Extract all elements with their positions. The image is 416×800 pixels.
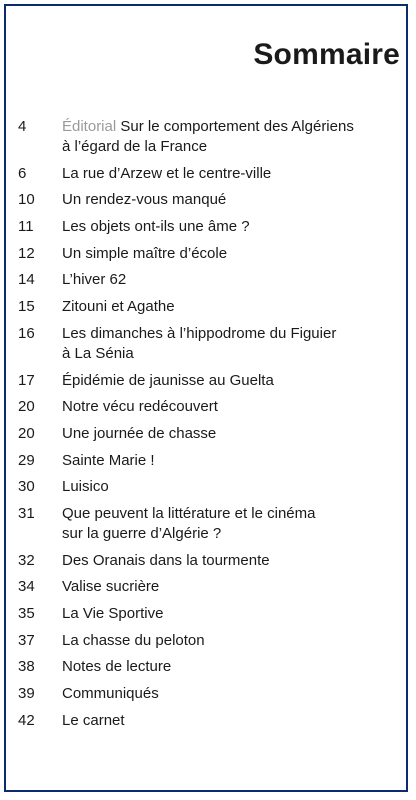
toc-entry-line: Sainte Marie ! — [62, 451, 155, 469]
toc-page-number: 29 — [18, 451, 35, 469]
toc-entry — [18, 117, 398, 157]
toc-entry-line: sur la guerre d’Algérie ? — [62, 524, 222, 542]
toc-page-number: 10 — [18, 191, 35, 209]
toc-entry — [18, 324, 398, 364]
toc-entry — [18, 451, 398, 471]
toc-entry-line: Notre vécu redécouvert — [62, 398, 218, 416]
toc-entry-title — [62, 217, 398, 237]
toc-entry-line: Le carnet — [62, 711, 125, 729]
toc-entry-title — [62, 297, 398, 317]
toc-entry-line: Épidémie de jaunisse au Guelta — [62, 371, 274, 389]
toc-entry — [18, 577, 398, 597]
toc-entry-title — [62, 631, 398, 651]
toc-entry — [18, 604, 398, 624]
toc-page-number: 11 — [18, 218, 34, 236]
toc-entry — [18, 504, 398, 544]
toc-entry — [18, 684, 398, 704]
toc-entry — [18, 657, 398, 677]
toc-entry-title — [62, 577, 398, 597]
toc-entry-title — [62, 244, 398, 264]
toc-entry-line: Une journée de chasse — [62, 424, 217, 442]
toc-entry-title — [62, 424, 398, 444]
toc-entry-title — [62, 711, 398, 731]
page-title: Sommaire — [253, 38, 400, 71]
toc-entry-title — [62, 604, 398, 624]
toc-entry-title — [62, 371, 398, 391]
toc-entry-line: Un rendez-vous manqué — [62, 191, 227, 209]
toc-page-number: 6 — [18, 164, 27, 182]
toc-entry-line: Communiqués — [62, 685, 159, 703]
toc-entry — [18, 551, 398, 571]
toc-entry-line: La rue d’Arzew et le centre-ville — [62, 164, 272, 182]
toc-page-number: 30 — [18, 478, 35, 496]
toc-entry-title — [62, 451, 398, 471]
toc-entry-line: L’hiver 62 — [62, 271, 127, 289]
toc-entry-line: Notes de lecture — [62, 658, 172, 676]
toc-page-number: 37 — [18, 631, 35, 649]
toc-entry-line: Que peuvent la littérature et le cinéma — [62, 504, 316, 522]
toc-entry — [18, 424, 398, 444]
toc-entry — [18, 164, 398, 184]
toc-entry — [18, 297, 398, 317]
toc-page-number: 17 — [18, 371, 35, 389]
toc-page-number: 20 — [18, 398, 35, 416]
toc-entry-line: Zitouni et Agathe — [62, 298, 175, 316]
toc-entry-line: Des Oranais dans la tourmente — [62, 551, 270, 569]
toc-entry-title — [62, 551, 398, 571]
toc-page-number: 20 — [18, 424, 35, 442]
toc-entry-title — [62, 164, 398, 184]
toc-entry-title — [62, 324, 398, 364]
toc-page-number: 16 — [18, 324, 35, 342]
toc-entry-line: Un simple maître d’école — [62, 244, 228, 262]
toc-entry — [18, 631, 398, 651]
table-of-contents — [18, 117, 398, 737]
toc-entry — [18, 711, 398, 731]
toc-page-number: 35 — [18, 605, 35, 622]
toc-entry-title — [62, 270, 398, 290]
toc-entry — [18, 397, 398, 417]
toc-entry — [18, 190, 398, 210]
toc-entry-line: Valise sucrière — [62, 578, 160, 596]
toc-entry — [18, 477, 398, 497]
toc-entry-prefix: Éditorial — [62, 118, 117, 135]
toc-entry-line: Les objets ont-ils une âme ? — [62, 218, 250, 236]
toc-page-number: 39 — [18, 685, 35, 703]
toc-entry-title — [62, 477, 398, 497]
toc-page-number: 31 — [18, 504, 35, 522]
toc-entry-title — [62, 657, 398, 677]
toc-page-number: 38 — [18, 658, 35, 676]
toc-page-number: 42 — [18, 711, 35, 729]
toc-entry-title — [62, 504, 398, 544]
toc-page-number: 12 — [18, 244, 35, 262]
toc-entry-line: Luisico — [62, 478, 109, 496]
toc-entry-line: Les dimanches à l’hippodrome du Figuier — [62, 324, 337, 342]
toc-entry — [18, 371, 398, 391]
toc-entry-title — [62, 684, 398, 704]
toc-entry-title — [62, 190, 398, 210]
toc-page-number: 4 — [18, 118, 27, 135]
toc-entry-title — [62, 397, 398, 417]
toc-entry — [18, 217, 398, 237]
toc-page-number: 32 — [18, 551, 35, 569]
toc-entry-line: La Vie Sportive — [62, 605, 164, 622]
toc-page-number: 34 — [18, 578, 35, 596]
toc-page-number: 15 — [18, 298, 35, 316]
toc-entry-line: à l’égard de la France — [62, 138, 208, 155]
toc-page-number: 14 — [18, 271, 35, 289]
toc-entry — [18, 244, 398, 264]
toc-entry-line: à La Sénia — [62, 344, 134, 362]
toc-entry-line: La chasse du peloton — [62, 631, 205, 649]
toc-entry — [18, 270, 398, 290]
toc-entry-title — [62, 117, 398, 157]
toc-entry-line: Sur le comportement des Algériens — [120, 118, 354, 135]
